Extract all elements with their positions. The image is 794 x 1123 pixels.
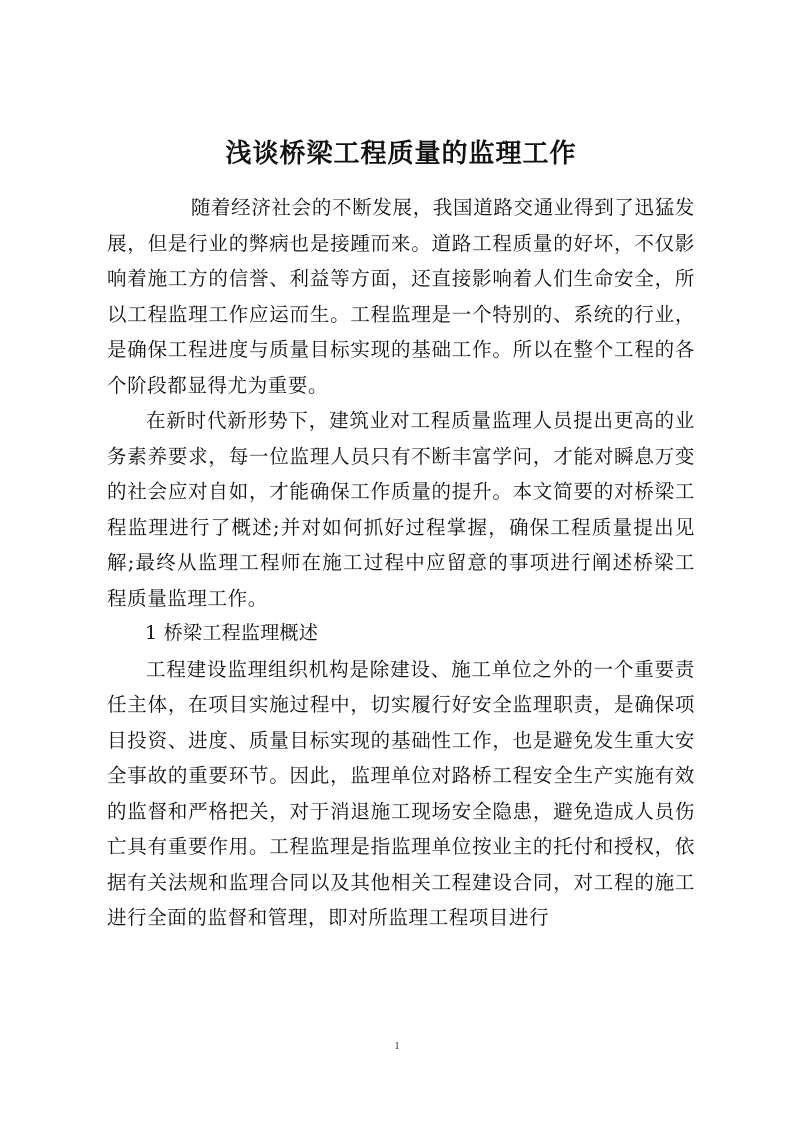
page-number: 1 [394,1040,400,1052]
document-title: 浅谈桥梁工程质量的监理工作 [225,139,577,169]
body-paragraph-2: 在新时代新形势下，建筑业对工程质量监理人员提出更高的业务素养要求，每一位监理人员只有不断丰富学问，才能对瞬息万变的社会应对自如，才能确保工作质量的提升。本文简要的对桥梁工程监理进行了概述;并对如何抓好过程掌握，确保工程质量提出见解;最终从监理工程师在施工过程中应留意的事项进行阐述桥梁工程质量监理工作。 [107,409,695,610]
body-paragraph-1: 随着经济社会的不断发展，我国道路交通业得到了迅猛发展，但是行业的弊病也是接踵而来。道路工程质量的好坏，不仅影响着施工方的信誉、利益等方面，还直接影响着人们生命安全，所以工程监理工作应运而生。工程监理是一个特别的、系统的行业，是确保工程进度与质量目标实现的基础工作。所以在整个工程的各个阶段都显得尤为重要。 [107,196,695,397]
document-body [107,190,695,936]
section-1-paragraph: 工程建设监理组织机构是除建设、施工单位之外的一个重要责任主体，在项目实施过程中，切实履行好安全监理职责，是确保项目投资、进度、质量目标实现的基础性工作，也是避免发生重大安全事故的重要环节。因此，监理单位对路桥工程安全生产实施有效的监督和严格把关，对于消退施工现场安全隐患，避免造成人员伤亡具有重要作用。工程监理是指监理单位按业主的托付和授权，依据有关法规和监理合同以及其他相关工程建设合同，对工程的施工进行全面的监督和管理，即对所监理工程项目进行 [107,657,695,929]
section-heading-1: 1 桥梁工程监理概述 [145,622,319,644]
